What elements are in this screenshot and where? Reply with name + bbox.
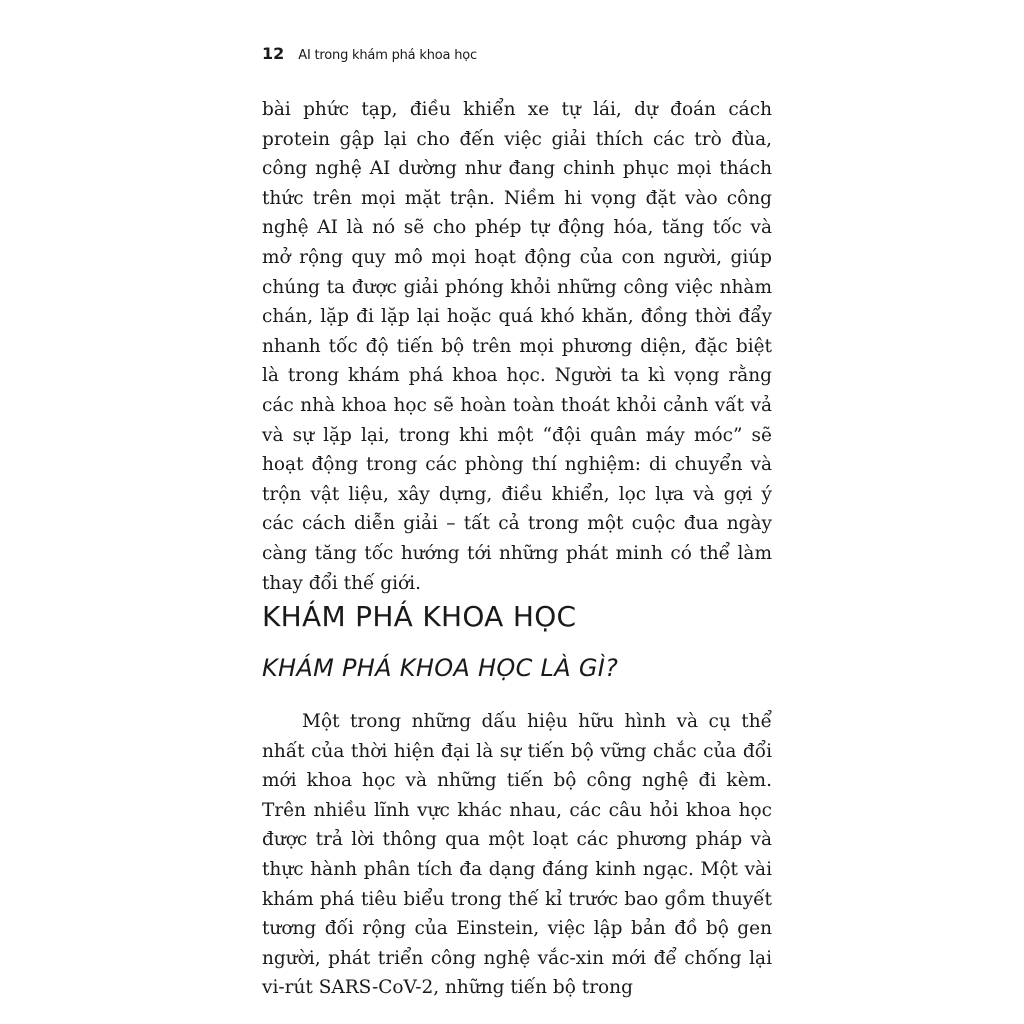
running-header [262, 44, 477, 63]
running-title: AI trong khám phá khoa học [298, 48, 477, 63]
body-paragraph-2: Một trong những dấu hiệu hữu hình và cụ thể nhất của thời hiện đại là sự tiến bộ vững chắc của đổi mới khoa học và những tiến bộ công nghệ đi kèm. Trên nhiều lĩnh vực khác nhau, các câu hỏi khoa học được trả lời thông qua một loạt các phương pháp và thực hành phân tích đa dạng đáng kinh ngạc. Một vài khám phá tiêu biểu trong thế kỉ trước bao gồm thuyết tương đối rộng của Einstein, việc lập bản đồ bộ gen người, phát triển công nghệ vắc-xin mới để chống lại vi-rút SARS-CoV-2, những tiến bộ trong [262, 711, 772, 999]
sub-heading: KHÁM PHÁ KHOA HỌC LÀ GÌ? [262, 654, 619, 682]
page-number: 12 [262, 44, 285, 63]
section-heading: KHÁM PHÁ KHOA HỌC [262, 600, 577, 633]
body-paragraph-1: bài phức tạp, điều khiển xe tự lái, dự đoán cách protein gập lại cho đến việc giải thích các trò đùa, công nghệ AI dường như đang chinh phục mọi thách thức trên mọi mặt trận. Niềm hi vọng đặt vào công nghệ AI là nó sẽ cho phép tự động hóa, tăng tốc và mở rộng quy mô mọi hoạt động của con người, giúp chúng ta được giải phóng khỏi những công việc nhàm chán, lặp đi lặp lại hoặc quá khó khăn, đồng thời đẩy nhanh tốc độ tiến bộ trên mọi phương diện, đặc biệt là trong khám phá khoa học. Người ta kì vọng rằng các nhà khoa học sẽ hoàn toàn thoát khỏi cảnh vất vả và sự lặp lại, trong khi một “đội quân máy móc” sẽ hoạt động trong các phòng thí nghiệm: di chuyển và trộn vật liệu, xây dựng, điều khiển, lọc lựa và gợi ý các cách diễn giải – tất cả trong một cuộc đua ngày càng tăng tốc hướng tới những phát minh có thể làm thay đổi thế giới. [262, 99, 772, 594]
